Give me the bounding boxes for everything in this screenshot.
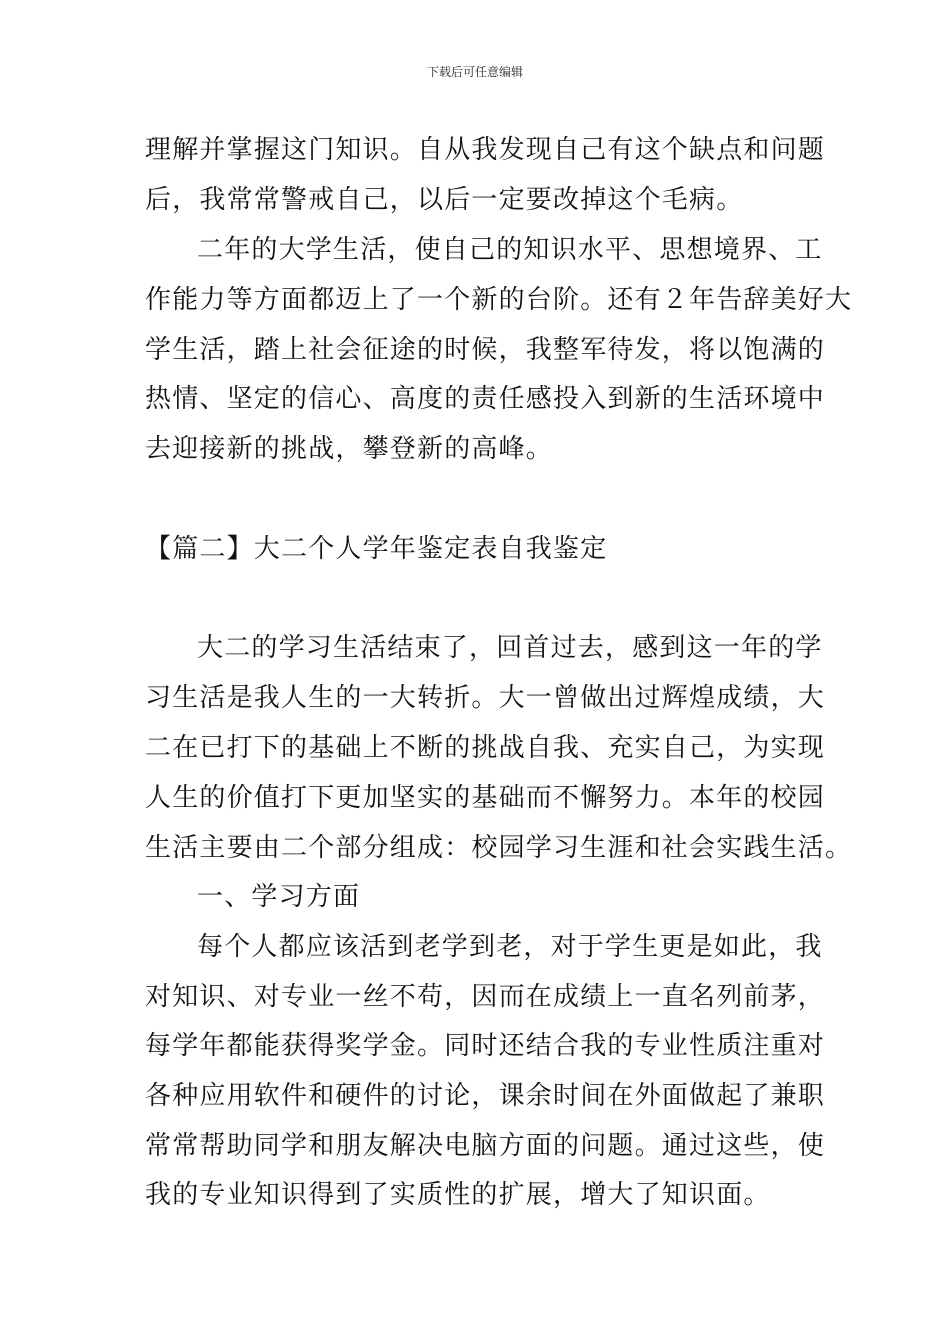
text-line: 习生活是我人生的一大转折。大一曾做出过辉煌成绩，大 bbox=[145, 683, 826, 713]
text-line: 作能力等方面都迈上了一个新的台阶。还有２年告辞美好大 bbox=[145, 285, 853, 315]
text-line: 后，我常常警戒自己，以后一定要改掉这个毛病。 bbox=[145, 185, 744, 215]
text-line: 去迎接新的挑战，攀登新的高峰。 bbox=[145, 434, 554, 464]
subsection-heading: 一、学习方面 bbox=[197, 882, 361, 912]
text-line: 理解并掌握这门知识。自从我发现自己有这个缺点和问题 bbox=[145, 135, 826, 165]
text-line: 每学年都能获得奖学金。同时还结合我的专业性质注重对 bbox=[145, 1031, 826, 1061]
text-line: 我的专业知识得到了实质性的扩展，增大了知识面。 bbox=[145, 1180, 771, 1210]
text-line: 各种应用软件和硬件的讨论，课余时间在外面做起了兼职 bbox=[145, 1081, 826, 1111]
text-line: 学生活，踏上社会征途的时候，我整军待发，将以饱满的 bbox=[145, 335, 826, 365]
text-line: 常常帮助同学和朋友解决电脑方面的问题。通过这些，使 bbox=[145, 1131, 826, 1161]
section-heading: 【篇二】大二个人学年鉴定表自我鉴定 bbox=[145, 534, 608, 564]
page-header: 下载后可任意编辑 bbox=[426, 65, 523, 79]
paragraph-first-line: 二年的大学生活，使自己的知识水平、思想境界、工 bbox=[197, 235, 823, 265]
text-line: 人生的价值打下更加坚实的基础而不懈努力。本年的校园 bbox=[145, 783, 826, 813]
text-line: 热情、坚定的信心、高度的责任感投入到新的生活环境中 bbox=[145, 384, 826, 414]
text-line: 对知识、对专业一丝不苟，因而在成绩上一直名列前茅， bbox=[145, 982, 826, 1012]
paragraph-first-line: 每个人都应该活到老学到老，对于学生更是如此，我 bbox=[197, 932, 823, 962]
text-line: 二在已打下的基础上不断的挑战自我、充实自己，为实现 bbox=[145, 733, 826, 763]
text-line: 生活主要由二个部分组成：校园学习生涯和社会实践生活。 bbox=[145, 833, 853, 863]
paragraph-first-line: 大二的学习生活结束了，回首过去，感到这一年的学 bbox=[197, 633, 823, 663]
